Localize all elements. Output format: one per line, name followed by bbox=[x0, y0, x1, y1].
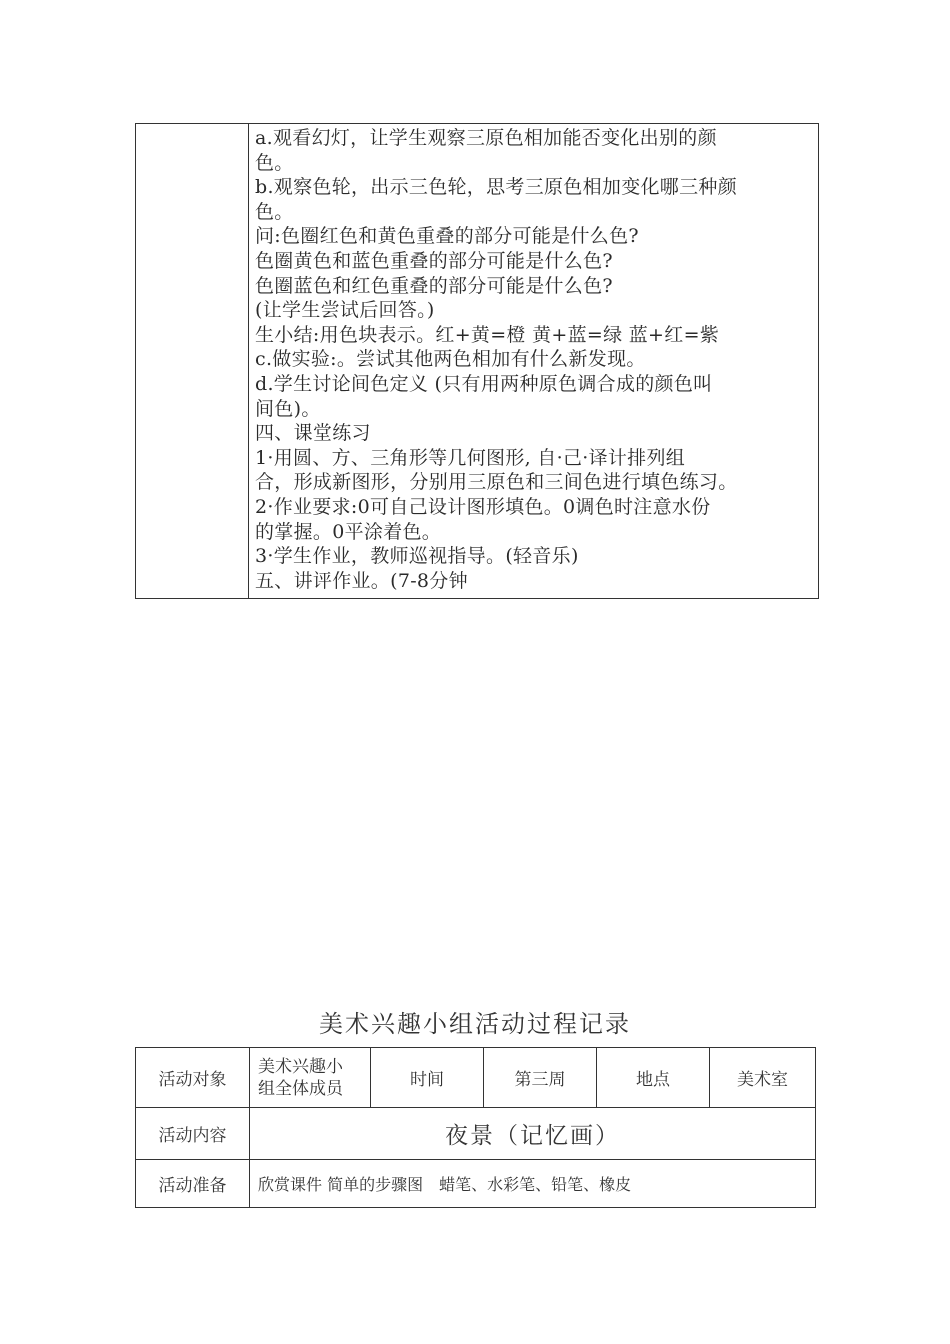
lesson-line: 合，形成新图形，分别用三原色和三间色进行填色练习。 bbox=[255, 471, 738, 494]
lesson-line: 3·学生作业，教师巡视指导。(轻音乐) bbox=[255, 545, 579, 568]
content-label: 活动内容 bbox=[136, 1108, 250, 1160]
lesson-continuation-table bbox=[135, 123, 819, 599]
content-value: 夜景（记忆画） bbox=[250, 1108, 816, 1160]
lesson-line: 间色)。 bbox=[255, 397, 321, 420]
lesson-line: 生小结:用色块表示。红+黄=橙 黄+蓝=绿 蓝+红=紫 bbox=[255, 323, 720, 346]
lesson-line: 四、课堂练习 bbox=[255, 422, 371, 445]
target-value-line2: 组全体成员 bbox=[258, 1078, 343, 1099]
lesson-line: a.观看幻灯，让学生观察三原色相加能否变化出别的颜 bbox=[255, 127, 717, 149]
place-value: 美术室 bbox=[710, 1048, 816, 1108]
lesson-line: 色。 bbox=[255, 200, 294, 223]
lesson-line: (让学生尝试后回答。) bbox=[255, 299, 435, 322]
activity-record-table bbox=[135, 1047, 816, 1208]
record-title: 美术兴趣小组活动过程记录 bbox=[319, 1010, 631, 1038]
table-row bbox=[136, 1108, 816, 1160]
time-value: 第三周 bbox=[484, 1048, 597, 1108]
target-label: 活动对象 bbox=[136, 1048, 250, 1108]
lesson-line: 五、讲评作业。(7-8分钟 bbox=[255, 569, 468, 592]
target-value bbox=[250, 1048, 371, 1108]
table-row bbox=[136, 1160, 816, 1208]
lesson-line: c.做实验:。尝试其他两色相加有什么新发现。 bbox=[255, 348, 646, 371]
lesson-steps-cell bbox=[255, 126, 815, 593]
prep-value: 欣赏课件 简单的步骤图 蜡笔、水彩笔、铅笔、橡皮 bbox=[250, 1160, 816, 1208]
empty-label-cell bbox=[136, 124, 249, 598]
target-value-line1: 美术兴趣小 bbox=[258, 1056, 343, 1077]
lesson-line: d.学生讨论间色定义 (只有用两种原色调合成的颜色叫 bbox=[255, 372, 713, 395]
time-label: 时间 bbox=[371, 1048, 484, 1108]
table-row bbox=[136, 1048, 816, 1108]
lesson-line: 1·用圆、方、三角形等几何图形, 自·己·译计排列组 bbox=[255, 446, 686, 469]
lesson-line: 2·作业要求:0可自己设计图形填色。0调色时注意水份 bbox=[255, 495, 711, 518]
lesson-line: 色圈蓝色和红色重叠的部分可能是什么色? bbox=[255, 274, 613, 297]
lesson-line: 色圈黄色和蓝色重叠的部分可能是什么色? bbox=[255, 249, 613, 272]
prep-label: 活动准备 bbox=[136, 1160, 250, 1208]
lesson-line: 的掌握。0平涂着色。 bbox=[255, 520, 442, 543]
lesson-line: 色。 bbox=[255, 151, 294, 174]
place-label: 地点 bbox=[597, 1048, 710, 1108]
lesson-line: 问:色圈红色和黄色重叠的部分可能是什么色? bbox=[255, 225, 639, 248]
lesson-line: b.观察色轮，出示三色轮，思考三原色相加变化哪三种颜 bbox=[255, 176, 738, 199]
